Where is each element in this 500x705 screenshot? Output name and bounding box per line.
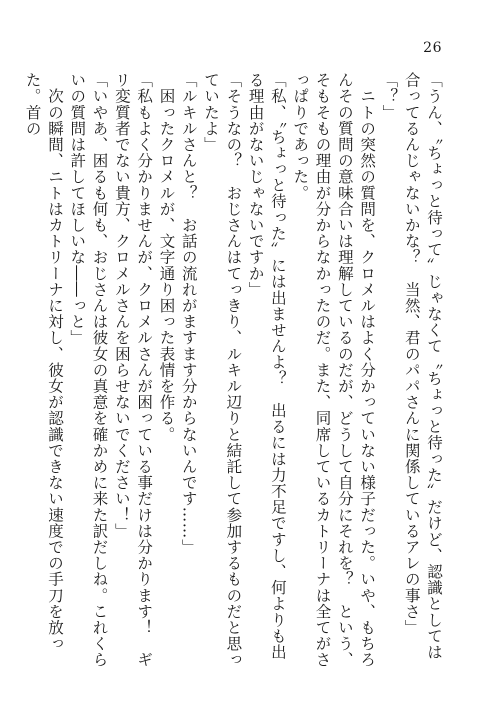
paragraph: 「いやあ、困るも何も、おじさんは彼女の真意を確かめに来た訳だしね。これくらいの質問は許してほしいな――っと」 bbox=[68, 72, 109, 668]
paragraph: 「うん、〝ちょっと待って〟じゃなくて〝ちょっと待った〟だけど、認識としては合ってるんじゃないかな？ 当然、君のパパさんに関係しているアレの事さ」 bbox=[402, 72, 443, 660]
paragraph: 困ったクロメルが、文字通り困った表情を作る。 bbox=[157, 72, 176, 443]
paragraph: 「？」 bbox=[380, 72, 399, 121]
vertical-body-text bbox=[23, 72, 445, 672]
paragraph: ニトの突然の質問を、クロメルはよく分かっていない様子だった。いや、もちろんその質問の意味合いは理解しているのだが、どうして自分にそれを？ という、そもそもの理由が分からなかったのだ。また、同席しているカトリーナは全てがさっぱりであった。 bbox=[291, 72, 377, 668]
page-number: 26 bbox=[423, 40, 442, 56]
paragraph: 「私もよく分かりませんが、クロメルさんが困っている事だけは分かります！ ギリ変質者でない貴方、クロメルさんを困らせないでください！」 bbox=[112, 72, 154, 668]
paragraph: 「ルキルさんと？ お話の流れがますます分からないんです……」 bbox=[179, 72, 198, 555]
paragraph: 「そうなの？ おじさんはてっきり、ルキル辺りと結託して参加するものだと思っていたよ」 bbox=[202, 72, 243, 668]
paragraph: 次の瞬間、ニトはカトリーナに対し、彼女が認識できない速度での手刀を放った。首の bbox=[23, 72, 64, 652]
paragraph: 「私、〝ちょっと待った〟には出ませんよ？ 出るには力不足ですし、何よりも出る理由がないじゃないですか」 bbox=[246, 72, 287, 660]
